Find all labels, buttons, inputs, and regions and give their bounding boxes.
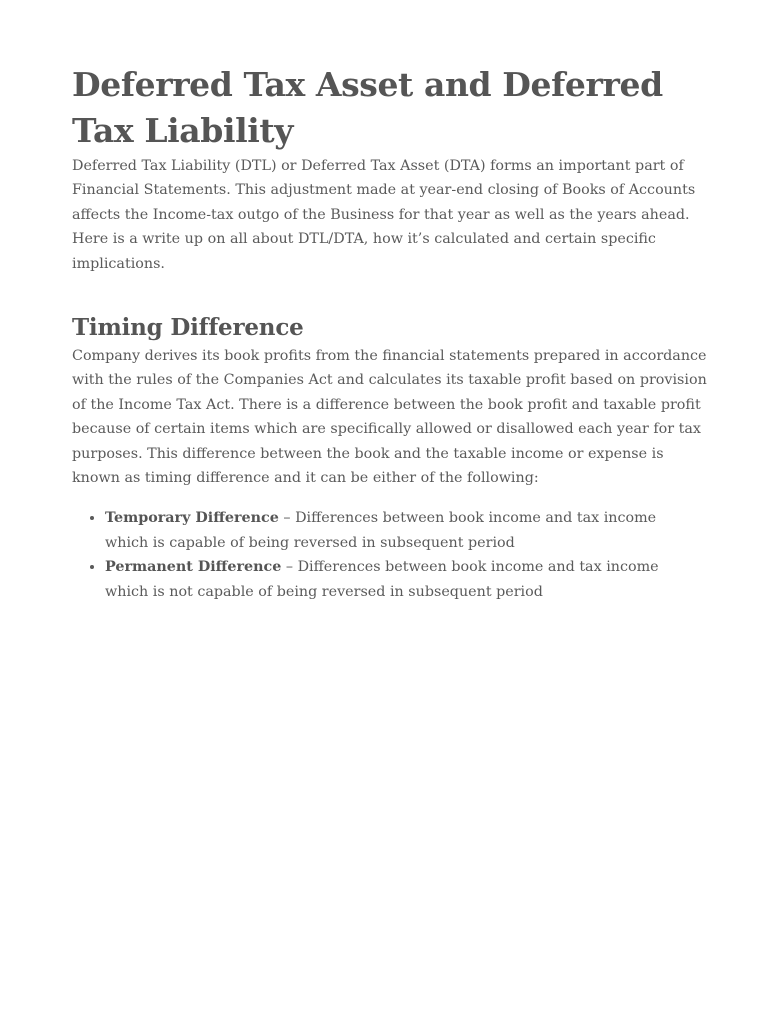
intro-paragraph: Here is a write up on all about DTL/DTA, how it’s calculated and certain specific implications. <box>72 231 656 272</box>
list-item-description: – Differences between book income and tax income which is capable of being reversed in subsequent period <box>105 510 657 551</box>
list-item-term: Temporary Difference <box>105 510 279 527</box>
article <box>72 62 712 604</box>
intro-paragraph: Deferred Tax Liability (DTL) or Deferred Tax Asset (DTA) forms an important part of Financial Statements. This adjustment made at year-end closing of Books of Accounts affects the Income-tax outgo of the Business for that year as well as the years ahead. <box>72 158 696 223</box>
section-heading: Timing Difference <box>72 314 304 342</box>
list-item <box>105 506 675 555</box>
list-item-description: – Differences between book income and tax income which is not capable of being reversed in subsequent period <box>105 559 659 600</box>
list-item-term: Permanent Difference <box>105 559 282 576</box>
article-title: Deferred Tax Asset and Deferred Tax Liability <box>72 65 663 150</box>
list-item <box>105 555 675 604</box>
section-paragraph: Company derives its book profits from the financial statements prepared in accordance with the rules of the Companies Act and calculates its taxable profit based on provision of the Income Tax Act. There is a difference between the book profit and taxable profit because of certain items which are specifically allowed or disallowed each year for tax purposes. This difference between the book and the taxable income or expense is known as timing difference and it can be either of the following: <box>72 348 707 487</box>
difference-list <box>72 506 675 604</box>
